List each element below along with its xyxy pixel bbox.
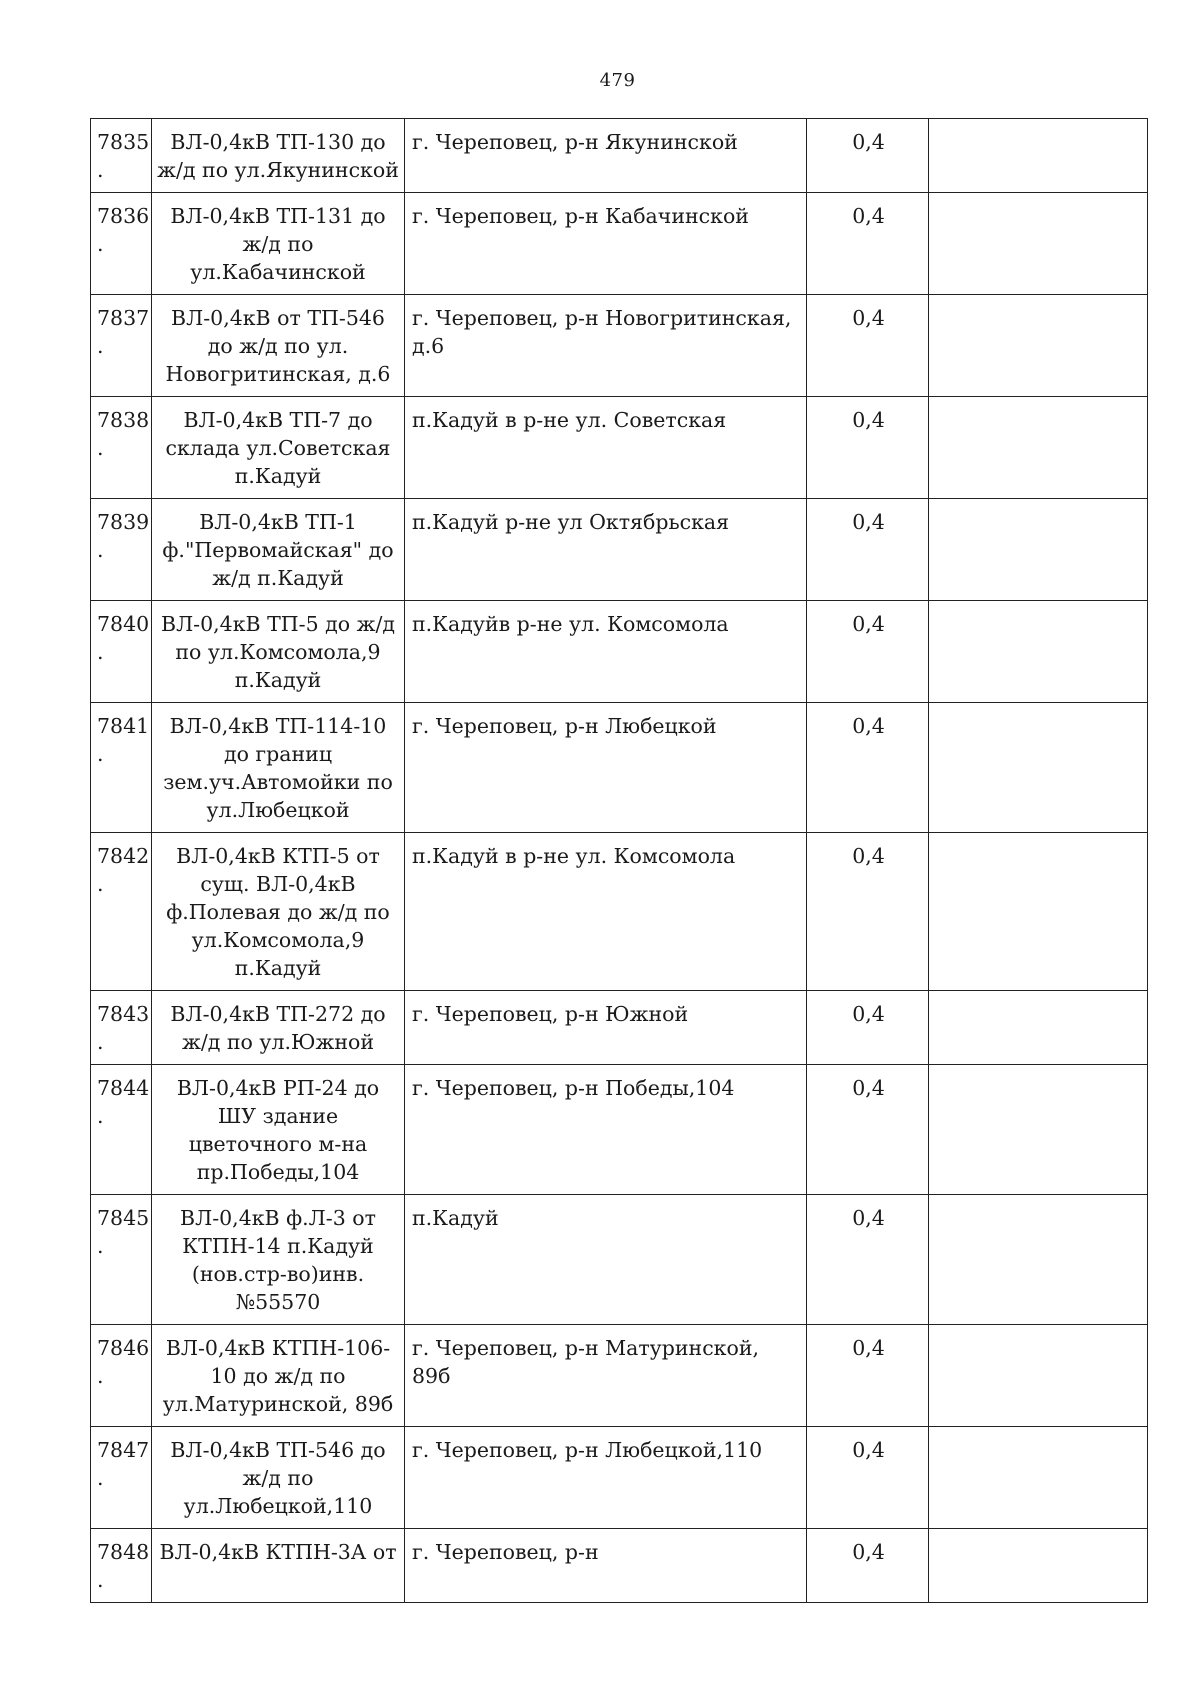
- object-name: ВЛ-0,4кВ ТП-114-10 до границ зем.уч.Автомойки по ул.Любецкой: [152, 703, 405, 833]
- extra-cell: [929, 1325, 1148, 1427]
- table-row: [91, 397, 1148, 499]
- row-number: 7838.: [91, 397, 152, 499]
- extra-cell: [929, 833, 1148, 991]
- table-row: [91, 119, 1148, 193]
- row-number: 7836.: [91, 193, 152, 295]
- object-name: ВЛ-0,4кВ ф.Л-3 от КТПН-14 п.Кадуй (нов.стр-во)инв.№55570: [152, 1195, 405, 1325]
- table-row: [91, 1325, 1148, 1427]
- row-number: 7835.: [91, 119, 152, 193]
- voltage-value: 0,4: [807, 833, 929, 991]
- extra-cell: [929, 1195, 1148, 1325]
- table-row: [91, 193, 1148, 295]
- voltage-value: 0,4: [807, 119, 929, 193]
- table-row: [91, 991, 1148, 1065]
- registry-table-body: [91, 119, 1148, 1603]
- row-number: 7837.: [91, 295, 152, 397]
- row-number: 7844.: [91, 1065, 152, 1195]
- extra-cell: [929, 397, 1148, 499]
- extra-cell: [929, 295, 1148, 397]
- object-location: г. Череповец, р-н Победы,104: [405, 1065, 807, 1195]
- row-number: 7846.: [91, 1325, 152, 1427]
- object-location: п.Кадуй: [405, 1195, 807, 1325]
- object-location: г. Череповец, р-н Любецкой,110: [405, 1427, 807, 1529]
- object-name: ВЛ-0,4кВ РП-24 до ШУ здание цветочного м-на пр.Победы,104: [152, 1065, 405, 1195]
- object-location: п.Кадуй р-не ул Октябрьская: [405, 499, 807, 601]
- voltage-value: 0,4: [807, 1195, 929, 1325]
- table-row: [91, 499, 1148, 601]
- table-row: [91, 295, 1148, 397]
- row-number: 7843.: [91, 991, 152, 1065]
- object-name: ВЛ-0,4кВ КТПН-106-10 до ж/д по ул.Матуринской, 89б: [152, 1325, 405, 1427]
- object-location: г. Череповец, р-н Новогритинская, д.6: [405, 295, 807, 397]
- voltage-value: 0,4: [807, 1325, 929, 1427]
- voltage-value: 0,4: [807, 703, 929, 833]
- object-name: ВЛ-0,4кВ КТПН-3А от: [152, 1529, 405, 1603]
- row-number: 7848.: [91, 1529, 152, 1603]
- object-location: г. Череповец, р-н Южной: [405, 991, 807, 1065]
- object-name: ВЛ-0,4кВ ТП-131 до ж/д по ул.Кабачинской: [152, 193, 405, 295]
- object-name: ВЛ-0,4кВ ТП-5 до ж/д по ул.Комсомола,9 п.Кадуй: [152, 601, 405, 703]
- voltage-value: 0,4: [807, 1529, 929, 1603]
- extra-cell: [929, 119, 1148, 193]
- voltage-value: 0,4: [807, 397, 929, 499]
- object-location: г. Череповец, р-н Матуринской, 89б: [405, 1325, 807, 1427]
- row-number: 7839.: [91, 499, 152, 601]
- table-row: [91, 1195, 1148, 1325]
- object-name: ВЛ-0,4кВ КТП-5 от сущ. ВЛ-0,4кВ ф.Полевая до ж/д по ул.Комсомола,9 п.Кадуй: [152, 833, 405, 991]
- row-number: 7841.: [91, 703, 152, 833]
- object-name: ВЛ-0,4кВ ТП-7 до склада ул.Советская п.Кадуй: [152, 397, 405, 499]
- table-row: [91, 601, 1148, 703]
- voltage-value: 0,4: [807, 1427, 929, 1529]
- extra-cell: [929, 703, 1148, 833]
- object-location: г. Череповец, р-н Якунинской: [405, 119, 807, 193]
- object-location: г. Череповец, р-н Любецкой: [405, 703, 807, 833]
- extra-cell: [929, 991, 1148, 1065]
- table-row: [91, 1427, 1148, 1529]
- voltage-value: 0,4: [807, 1065, 929, 1195]
- object-name: ВЛ-0,4кВ от ТП-546 до ж/д по ул. Новогритинская, д.6: [152, 295, 405, 397]
- extra-cell: [929, 1065, 1148, 1195]
- row-number: 7847.: [91, 1427, 152, 1529]
- extra-cell: [929, 1529, 1148, 1603]
- object-location: п.Кадуй в р-не ул. Советская: [405, 397, 807, 499]
- object-name: ВЛ-0,4кВ ТП-546 до ж/д по ул.Любецкой,110: [152, 1427, 405, 1529]
- table-row: [91, 1065, 1148, 1195]
- voltage-value: 0,4: [807, 499, 929, 601]
- voltage-value: 0,4: [807, 991, 929, 1065]
- page-number: 479: [599, 70, 636, 91]
- table-row: [91, 1529, 1148, 1603]
- object-name: ВЛ-0,4кВ ТП-1 ф."Первомайская" до ж/д п.Кадуй: [152, 499, 405, 601]
- extra-cell: [929, 499, 1148, 601]
- object-location: г. Череповец, р-н Кабачинской: [405, 193, 807, 295]
- voltage-value: 0,4: [807, 295, 929, 397]
- extra-cell: [929, 193, 1148, 295]
- object-location: г. Череповец, р-н: [405, 1529, 807, 1603]
- table-row: [91, 833, 1148, 991]
- object-name: ВЛ-0,4кВ ТП-130 до ж/д по ул.Якунинской: [152, 119, 405, 193]
- object-location: п.Кадуйв р-не ул. Комсомола: [405, 601, 807, 703]
- object-location: п.Кадуй в р-не ул. Комсомола: [405, 833, 807, 991]
- row-number: 7845.: [91, 1195, 152, 1325]
- extra-cell: [929, 1427, 1148, 1529]
- extra-cell: [929, 601, 1148, 703]
- registry-table: [90, 118, 1148, 1603]
- table-row: [91, 703, 1148, 833]
- voltage-value: 0,4: [807, 193, 929, 295]
- object-name: ВЛ-0,4кВ ТП-272 до ж/д по ул.Южной: [152, 991, 405, 1065]
- voltage-value: 0,4: [807, 601, 929, 703]
- row-number: 7842.: [91, 833, 152, 991]
- row-number: 7840.: [91, 601, 152, 703]
